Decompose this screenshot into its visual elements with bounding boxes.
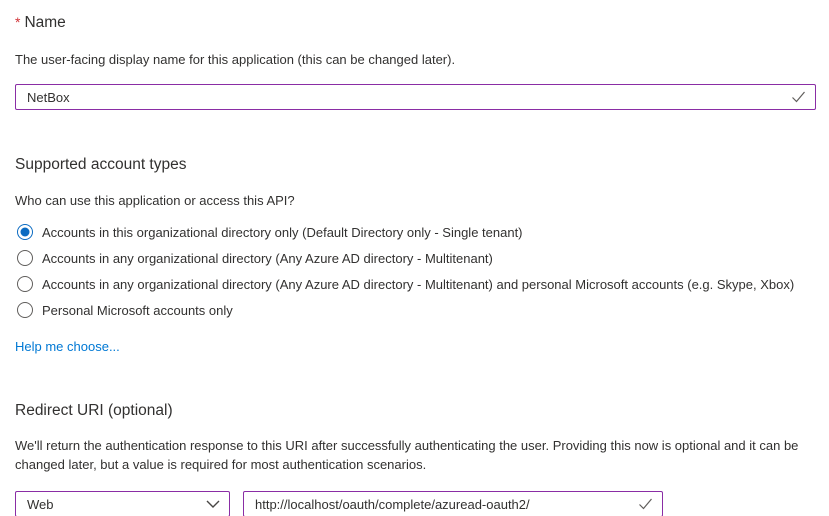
radio-option-label: Accounts in any organizational directory (Any Azure AD directory - Multitenant) — [42, 250, 493, 266]
name-description: The user-facing display name for this application (this can be changed later). — [15, 52, 456, 67]
name-section — [15, 12, 815, 110]
redirect-uri-heading: Redirect URI (optional) — [15, 402, 173, 419]
redirect-uri-input[interactable] — [244, 492, 662, 516]
help-me-choose-link[interactable]: Help me choose... — [15, 339, 120, 354]
radio-option-label: Accounts in this organizational directory only (Default Directory only - Single tenant) — [42, 224, 523, 240]
redirect-uri-row — [15, 491, 815, 516]
name-field-wrapper — [15, 84, 816, 110]
platform-select[interactable] — [15, 491, 230, 516]
radio-option-multitenant[interactable] — [15, 245, 815, 271]
radio-option-multitenant-personal[interactable] — [15, 271, 815, 297]
chevron-down-icon — [206, 500, 220, 509]
radio-option-label: Personal Microsoft accounts only — [42, 302, 233, 318]
radio-button-icon[interactable] — [17, 276, 33, 292]
radio-button-icon[interactable] — [17, 302, 33, 318]
radio-option-personal-only[interactable] — [15, 297, 815, 323]
required-asterisk: * — [15, 14, 21, 30]
redirect-uri-section — [15, 401, 815, 516]
name-label — [15, 12, 815, 33]
radio-option-single-tenant[interactable] — [15, 219, 815, 245]
platform-select-value: Web — [27, 496, 54, 512]
supported-account-types-section — [15, 155, 815, 356]
radio-button-icon[interactable] — [17, 224, 33, 240]
supported-account-types-heading: Supported account types — [15, 156, 187, 173]
radio-button-icon[interactable] — [17, 250, 33, 266]
redirect-uri-description: We'll return the authentication response to this URI after successfully authenticating the user. Providing this now is optional and it can be changed later, but a value is required for most authentication scenarios. — [15, 438, 799, 472]
account-types-radio-group — [15, 219, 815, 323]
radio-option-label: Accounts in any organizational directory (Any Azure AD directory - Multitenant) and personal Microsoft accounts (e.g. Skype, Xbox) — [42, 276, 795, 292]
redirect-uri-field-wrapper — [243, 491, 663, 516]
account-types-question: Who can use this application or access this API? — [15, 193, 295, 208]
name-label-text: Name — [24, 14, 66, 31]
name-input[interactable] — [16, 85, 815, 109]
